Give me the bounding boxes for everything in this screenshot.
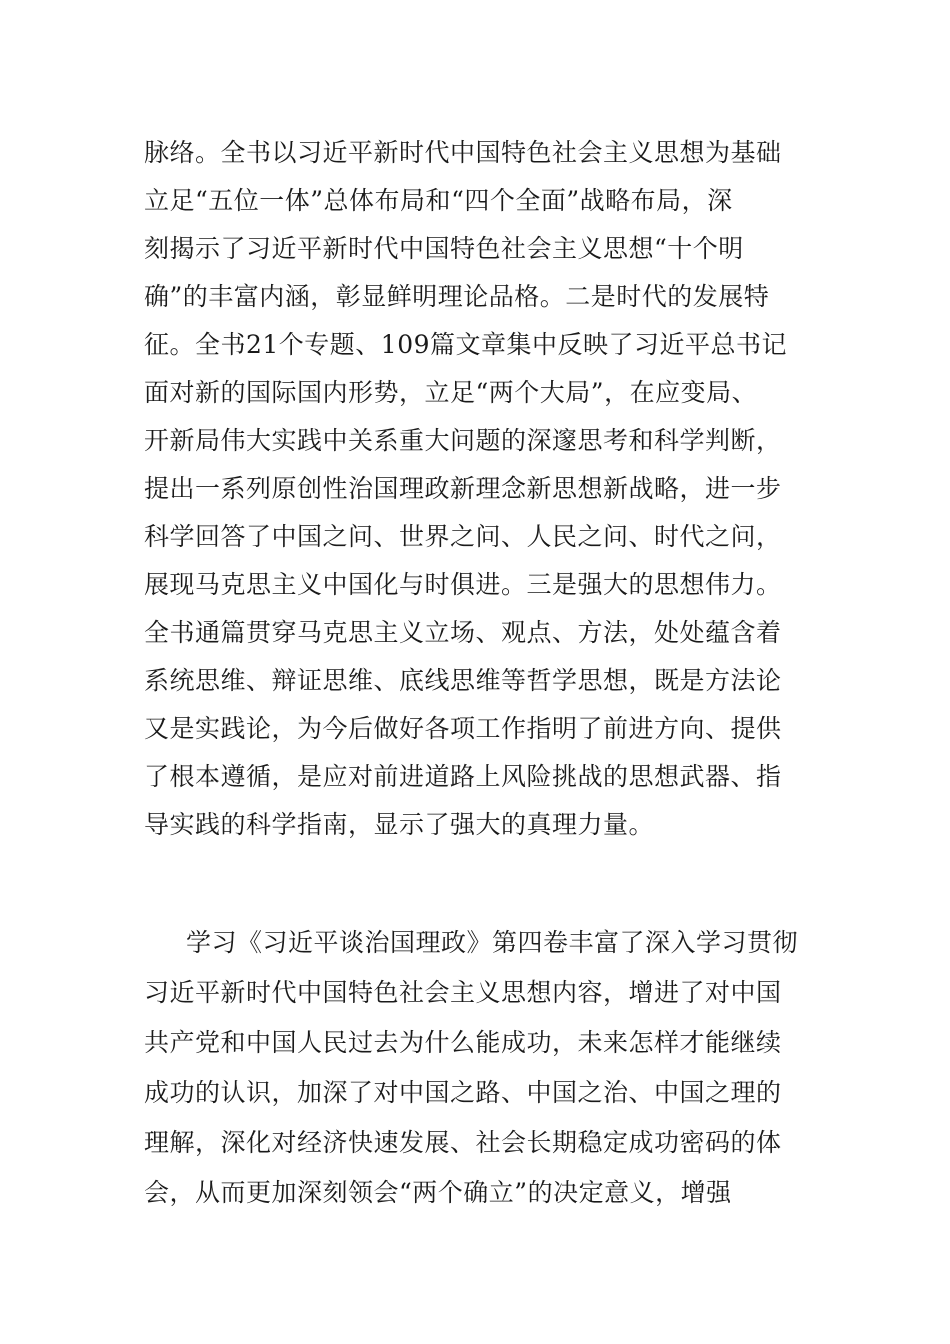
paragraph-1-line-8: 提出一系列原创性治国理政新理念新思想新战略，进一步 — [144, 474, 782, 503]
paragraph-2-line-4: 成功的认识，加深了对中国之路、中国之治、中国之理的 — [144, 1078, 782, 1107]
paragraph-2-line-3: 共产党和中国人民过去为什么能成功，未来怎样才能继续 — [144, 1028, 782, 1057]
paragraph-1-line-10: 展现马克思主义中国化与时俱进。三是强大的思想伟力。 — [144, 570, 782, 599]
paragraph-2-line-5: 理解，深化对经济快速发展、社会长期稳定成功密码的体 — [144, 1128, 782, 1157]
paragraph-1-line-14: 了根本遵循，是应对前进道路上风险挑战的思想武器、指 — [144, 762, 782, 791]
paragraph-2-line-6: 会，从而更加深刻领会“两个确立”的决定意义，增强 — [144, 1178, 732, 1207]
paragraph-1-line-9: 科学回答了中国之问、世界之问、人民之问、时代之问， — [144, 522, 782, 551]
paragraph-1-line-5: 征。全书21个专题、109篇文章集中反映了习近平总书记 — [144, 330, 788, 359]
paragraph-1-line-13: 又是实践论，为今后做好各项工作指明了前进方向、提供 — [144, 714, 782, 743]
paragraph-2-line-1: 学习《习近平谈治国理政》第四卷丰富了深入学习贯彻 — [186, 928, 799, 957]
paragraph-1-line-7: 开新局伟大实践中关系重大问题的深邃思考和科学判断， — [144, 426, 782, 455]
paragraph-1-line-11: 全书通篇贯穿马克思主义立场、观点、方法，处处蕴含着 — [144, 618, 782, 647]
paragraph-1-line-15: 导实践的科学指南，显示了强大的真理力量。 — [144, 810, 655, 839]
paragraph-1-line-3: 刻揭示了习近平新时代中国特色社会主义思想“十个明 — [144, 234, 744, 263]
paragraph-1-line-4: 确”的丰富内涵，彰显鲜明理论品格。二是时代的发展特 — [144, 282, 770, 311]
paragraph-1-line-12: 系统思维、辩证思维、底线思维等哲学思想，既是方法论 — [144, 666, 782, 695]
paragraph-1-line-1: 脉络。全书以习近平新时代中国特色社会主义思想为基础 — [144, 138, 782, 167]
paragraph-1-line-2: 立足“五位一体”总体布局和“四个全面”战略布局，深 — [144, 186, 733, 215]
paragraph-1-line-6: 面对新的国际国内形势，立足“两个大局”，在应变局、 — [144, 378, 758, 407]
paragraph-2-line-2: 习近平新时代中国特色社会主义思想内容，增进了对中国 — [144, 978, 782, 1007]
